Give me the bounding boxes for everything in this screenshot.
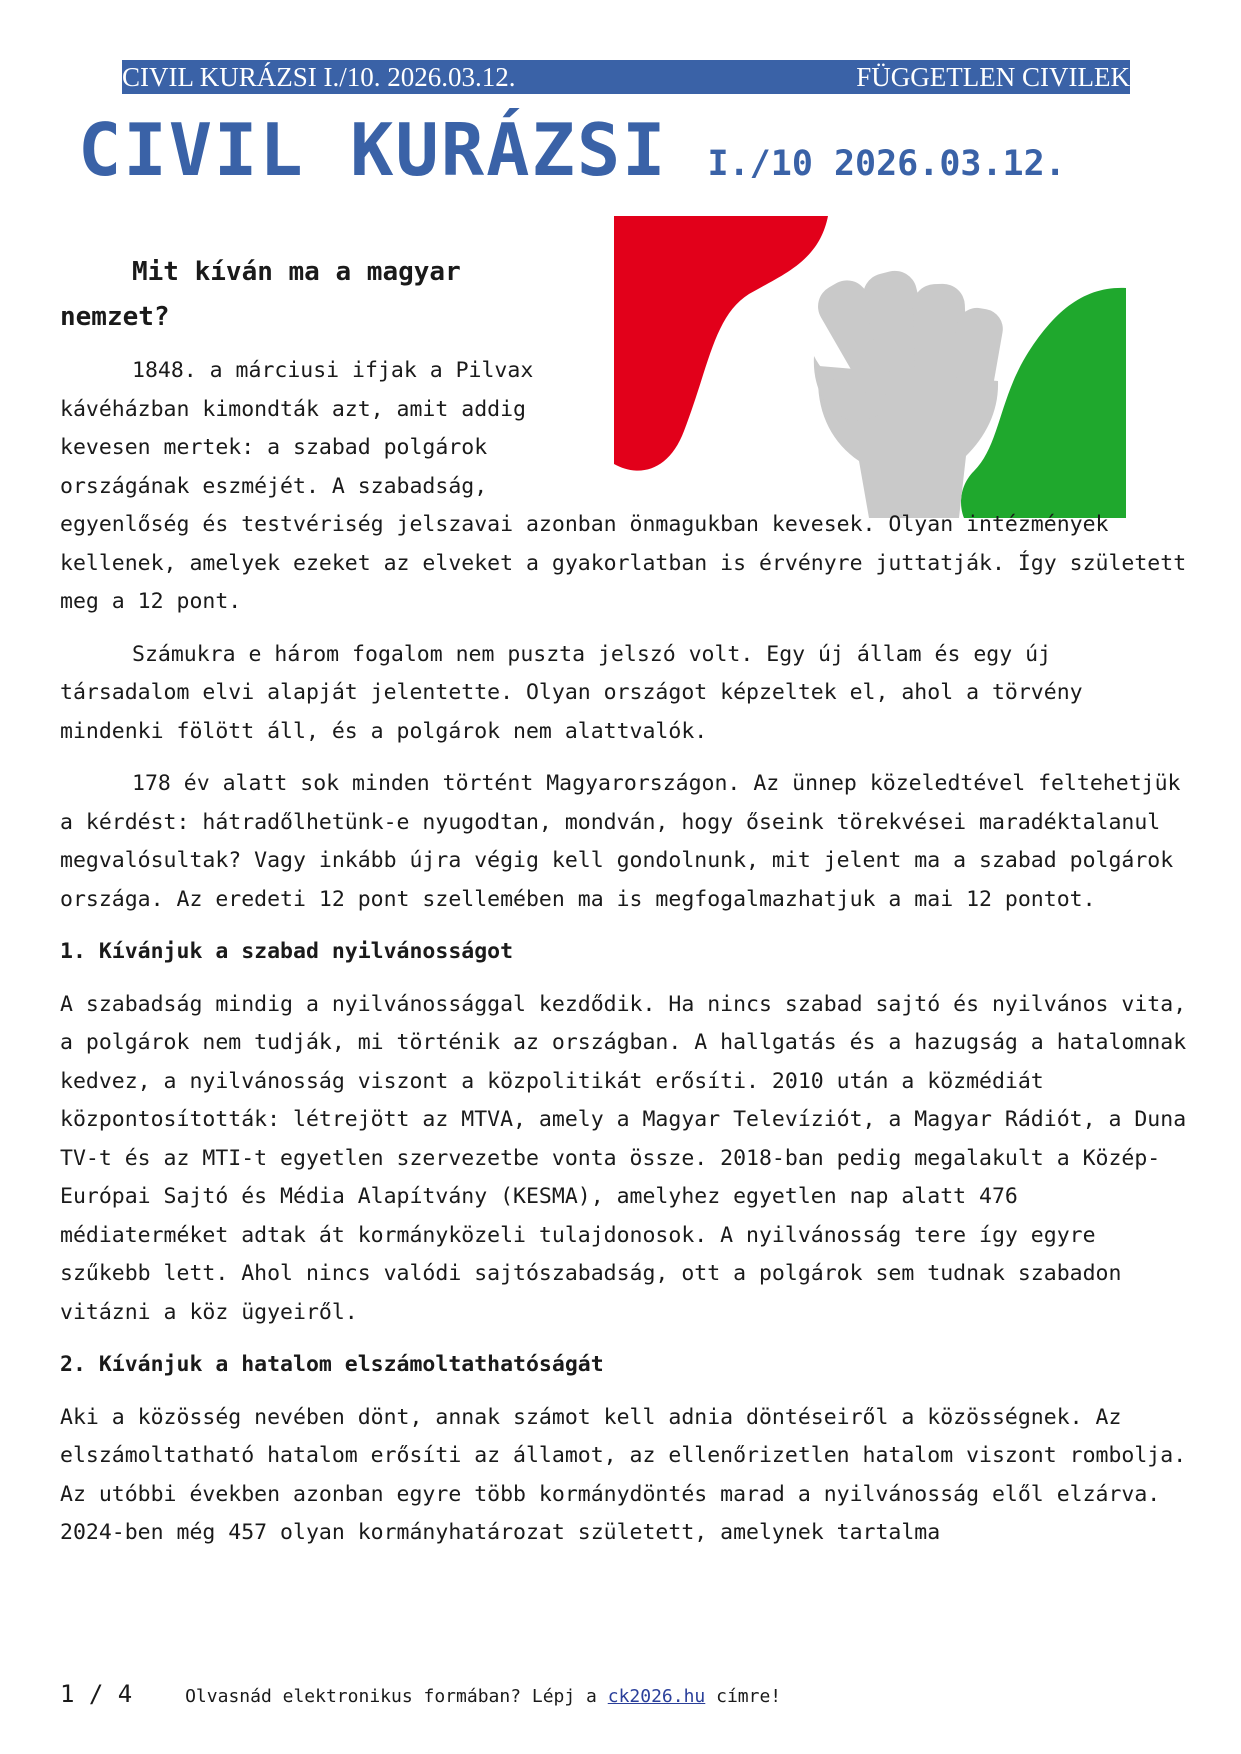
masthead (78, 108, 1066, 192)
header-right-text: FÜGGETLEN CIVILEK (856, 62, 1130, 92)
page-number: 1 / 4 (60, 1680, 133, 1708)
masthead-title: CIVIL KURÁZSI (78, 108, 668, 192)
footer-text-after: címre! (705, 1686, 782, 1707)
header-left-text: CIVIL KURÁZSI I./10. 2026.03.12. (122, 62, 516, 92)
footer-text-before: Olvasnád elektronikus formában? Lépj a (185, 1686, 608, 1707)
masthead-issue: I./10 2026.03.12. (707, 144, 1066, 184)
header-band (122, 60, 1130, 94)
paragraph-3: 178 év alatt sok minden történt Magyarországon. Az ünnep közeledtével feltehetjük a kérdést: hátradőlhetünk-e nyugodtan, mondván, hogy őseink törekvései maradéktalanul megvalósultak? Vagy inkább újra végig kell gondolnunk, mit jelent ma a szabad polgárok országa. Az eredeti 12 pont szellemében ma is megfogalmazhatjuk a mai 12 pontot. (60, 771, 1181, 912)
website-link[interactable]: ck2026.hu (607, 1686, 706, 1707)
section-1-title: 1. Kívánjuk a szabad nyilvánosságot (60, 939, 514, 964)
article-body (60, 250, 1190, 1567)
paragraph-intro-cont: egyenlőség és testvériség jelszavai azonban önmagukban kevesek. Olyan intézmények kellenek, amelyek ezeket az elveket a gyakorlatban is érvényre juttatják. Így született meg a 12 pont. (60, 512, 1187, 614)
footer (60, 1680, 781, 1708)
section-1-body: A szabadság mindig a nyilvánossággal kezdődik. Ha nincs szabad sajtó és nyilvános vita, a polgárok nem tudják, mi történik az országban. A hallgatás és a hazugság a hatalomnak kedvez, a nyilvánosság viszont a közpolitikát erősíti. 2010 után a közmédiát központosították: létrejött az MTVA, amely a Magyar Televíziót, a Magyar Rádiót, a Duna TV-t és az MTI-t egyetlen szervezetbe vonta össze. 2018-ban pedig megalakult a Közép-Európai Sajtó és Média Alapítvány (KESMA), amelyhez egyetlen nap alatt 476 médiaterméket adtak át kormányközeli tulajdonosok. A nyilvánosság tere így egyre szűkebb lett. Ahol nincs valódi sajtószabadság, ott a polgárok sem tudnak szabadon vitázni a köz ügyeiről. (60, 991, 1187, 1325)
section-2-body: Aki a közösség nevében dönt, annak számot kell adnia döntéseiről a közösségnek. Az elszámoltatható hatalom erősíti az államot, az ellenőrizetlen hatalom viszont rombolja. Az utóbbi években azonban egyre több kormánydöntés marad a nyilvánosság elől elzárva. 2024-ben még 457 olyan kormányhatározat született, amelynek tartalma (60, 1404, 1187, 1545)
paragraph-intro: 1848. a márciusi ifjak a Pilvax kávéházban kimondták azt, amit addig kevesen mertek: a szabad polgárok országának eszméjét. A szabadság, (60, 358, 534, 499)
section-2-title: 2. Kívánjuk a hatalom elszámoltathatóságát (60, 1352, 604, 1377)
article-title: Mit kíván ma a magyar nemzet? (60, 257, 461, 332)
paragraph-2: Számukra e három fogalom nem puszta jelszó volt. Egy új állam és egy új társadalom elvi alapját jelentette. Olyan országot képzeltek el, ahol a törvény mindenki fölött áll, és a polgárok nem alattvalók. (60, 641, 1083, 744)
